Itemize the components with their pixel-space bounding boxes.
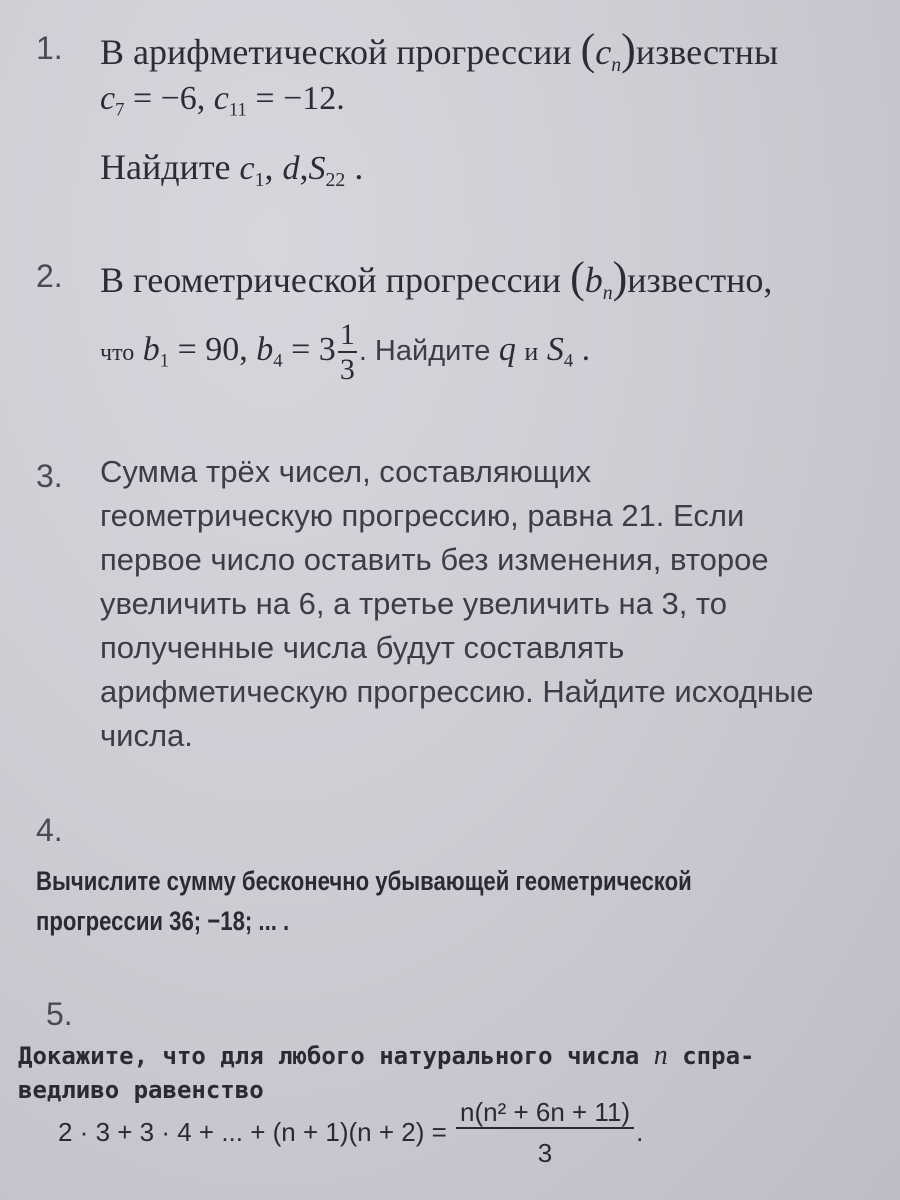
find-label: . Найдите xyxy=(358,334,491,367)
problem-3-line: увеличить на 6, а третье увеличить на 3, то xyxy=(100,586,728,621)
c7-value: = −6, xyxy=(124,80,214,117)
s4-sub: 4 xyxy=(563,350,574,372)
problem-2-line-1 xyxy=(100,252,772,305)
problem-3-number: 3. xyxy=(36,458,63,494)
c11-var: c xyxy=(213,80,229,117)
c1-var: c xyxy=(239,150,255,187)
problem-5-line-1 xyxy=(18,1040,754,1072)
equation-rhs-fraction xyxy=(456,1098,634,1167)
problem-5-text: Докажите, что для любого натурального числа xyxy=(18,1042,640,1070)
problem-5-hyphen-word: спра- xyxy=(682,1042,755,1070)
problem-5-equation xyxy=(58,1098,643,1167)
c11-value: = −12 xyxy=(246,80,337,117)
seq-sub: n xyxy=(611,53,622,76)
b4-var: b xyxy=(256,330,274,368)
problem-1-line-1 xyxy=(100,24,778,77)
equation-rhs-denominator: 3 xyxy=(537,1137,553,1168)
c11-sub: 11 xyxy=(228,99,247,121)
c7-sub: 7 xyxy=(115,99,125,121)
problem-3-line: первое число оставить без изменения, второе xyxy=(100,542,769,577)
problem-3-line: числа. xyxy=(100,718,193,753)
seq-var: b xyxy=(584,260,603,300)
seq-close-paren: ) xyxy=(612,253,628,302)
c7-var: c xyxy=(100,80,116,117)
problem-3-text xyxy=(100,450,814,758)
n-var: n xyxy=(653,1040,668,1071)
problem-4-number: 4. xyxy=(36,812,63,848)
that-word: что xyxy=(100,339,135,366)
sep: , xyxy=(264,147,274,187)
seq-close-paren: ) xyxy=(621,25,636,74)
problem-1-number: 1. xyxy=(36,30,63,66)
s22-sub: 22 xyxy=(325,168,346,191)
problem-3-line: геометрическую прогрессию, равна 21. Если xyxy=(100,498,745,533)
c1-sub: 1 xyxy=(254,168,265,191)
seq-open-paren: ( xyxy=(580,25,596,74)
problem-1-tail: известны xyxy=(635,32,779,72)
problem-3-line: Сумма трёх чисел, составляющих xyxy=(100,454,592,489)
seq-sub: n xyxy=(602,281,613,304)
b1-value: = 90, xyxy=(169,330,257,368)
problem-1-task xyxy=(100,146,363,192)
problem-1-given xyxy=(100,80,345,122)
problem-2-number: 2. xyxy=(36,258,63,294)
equation-end: . xyxy=(636,1117,644,1148)
fraction-one-third xyxy=(338,318,357,386)
problem-2-given xyxy=(100,318,590,386)
sep: , xyxy=(299,147,309,187)
b4-value: = 3 xyxy=(282,330,336,368)
problem-1-given-end: . xyxy=(336,80,345,117)
problem-2-end: . xyxy=(581,330,591,368)
find-label: Найдите xyxy=(100,147,231,187)
b1-sub: 1 xyxy=(159,350,170,372)
problem-3-line: арифметическую прогрессию. Найдите исходные xyxy=(100,674,814,709)
s22-var: S xyxy=(308,150,326,187)
b4-sub: 4 xyxy=(273,350,283,372)
problem-4-line-1: Вычислите сумму бесконечно убывающей геометрической xyxy=(36,866,692,896)
fraction-numerator: 1 xyxy=(339,318,355,351)
problem-3-line: полученные числа будут составлять xyxy=(100,630,625,665)
seq-var: c xyxy=(595,32,612,72)
problem-4-line-2: прогрессии 36; −18; ... . xyxy=(36,906,290,936)
b1-var: b xyxy=(142,330,160,368)
problem-2-tail: известно, xyxy=(627,260,773,300)
problem-1-text: В арифметической прогрессии xyxy=(100,32,572,72)
problem-2-text: В геометрической прогрессии xyxy=(100,260,562,300)
fraction-denominator: 3 xyxy=(339,353,355,386)
seq-open-paren: ( xyxy=(570,253,585,302)
and-word: и xyxy=(524,336,539,366)
equation-lhs: 2 · 3 + 3 · 4 + ... + (n + 1)(n + 2) = xyxy=(58,1117,447,1148)
equation-rhs-numerator: n(n² + 6n + 11) xyxy=(456,1098,634,1129)
d-var: d xyxy=(282,150,300,187)
problem-5-number: 5. xyxy=(46,996,73,1032)
problem-5-line-2: ведливо равенство xyxy=(18,1076,264,1104)
problem-1-task-end: . xyxy=(354,147,364,187)
s4-var: S xyxy=(546,330,564,368)
q-var: q xyxy=(498,330,516,368)
